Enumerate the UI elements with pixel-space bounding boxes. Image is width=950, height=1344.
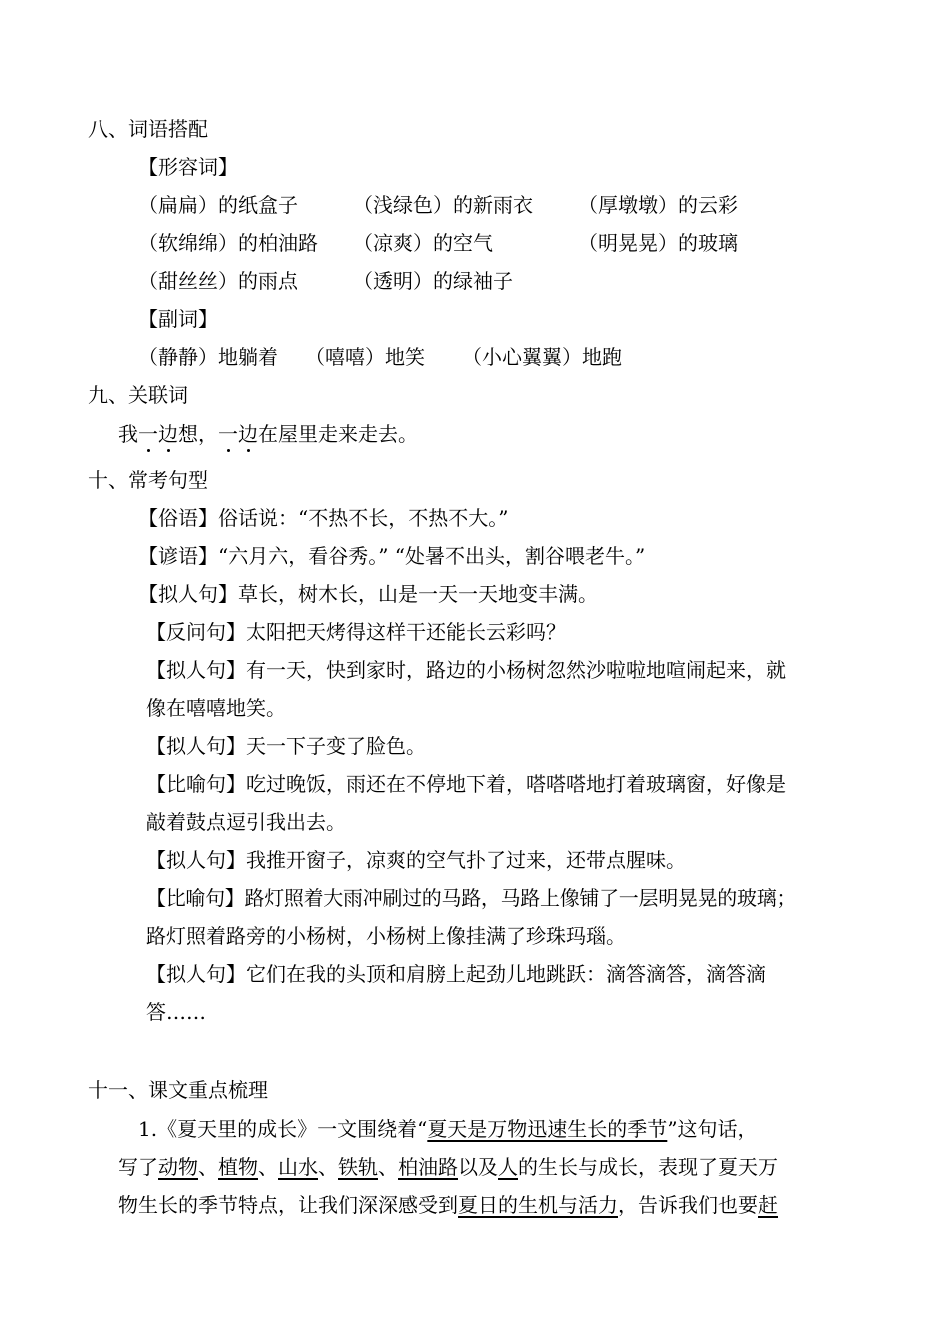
emphasized-conjunction: 一边	[138, 422, 178, 446]
sentence-line: 【拟人句】它们在我的头顶和肩膀上起劲儿地跳跃：滴答滴答，滴答滴	[146, 962, 766, 986]
key-phrase: 山水	[278, 1155, 318, 1179]
key-phrase: 夏日的生机与活力	[458, 1193, 618, 1217]
adj-phrase: （透明）的绿袖子	[353, 269, 513, 293]
section-8-title: 八、词语搭配	[88, 117, 208, 141]
sentence-part: 想，	[178, 422, 218, 446]
section-10-title: 十、常考句型	[88, 468, 208, 492]
sentence-line: 敲着鼓点逗引我出去。	[146, 810, 346, 834]
adverb-label: 【副词】	[138, 307, 218, 331]
adj-phrase: （扁扁）的纸盒子	[138, 193, 298, 217]
key-phrase: 铁轨	[338, 1155, 378, 1179]
sentence-line: 【比喻句】路灯照着大雨冲刷过的马路，马路上像铺了一层明晃晃的玻璃；	[146, 886, 797, 910]
sentence-part: 我	[118, 422, 138, 446]
sentence-line: 【比喻句】吃过晚饭，雨还在不停地下着，嗒嗒嗒地打着玻璃窗，好像是	[146, 772, 786, 796]
sentence-line: 路灯照着路旁的小杨树，小杨树上像挂满了珍珠玛瑙。	[146, 924, 626, 948]
sentence-line: 【拟人句】草长，树木长，山是一天一天地变丰满。	[138, 582, 598, 606]
section-11-title: 十一、课文重点梳理	[88, 1078, 268, 1102]
key-phrase: 人	[498, 1155, 518, 1179]
key-phrase: 夏天是万物迅速生长的季节	[427, 1117, 668, 1141]
adv-phrase: （小心翼翼）地跑	[462, 345, 622, 369]
summary-text: 、	[318, 1155, 338, 1179]
adj-phrase: （甜丝丝）的雨点	[138, 269, 298, 293]
sentence-line: 【拟人句】天一下子变了脸色。	[146, 734, 426, 758]
key-phrase: 动物	[158, 1155, 198, 1179]
sentence-part: 在屋里走来走去。	[258, 422, 418, 446]
summary-line	[118, 1191, 778, 1219]
summary-text: ，告诉我们也要	[618, 1193, 758, 1217]
summary-text: 以及	[458, 1155, 498, 1179]
summary-line	[118, 1153, 778, 1181]
summary-text: 、	[378, 1155, 398, 1179]
key-phrase: 柏油路	[398, 1155, 458, 1179]
adv-phrase: （静静）地躺着	[138, 345, 278, 369]
adj-phrase: （厚墩墩）的云彩	[578, 193, 738, 217]
summary-text: 1.《夏天里的成长》一文围绕着“	[138, 1117, 428, 1141]
sentence-line: 答……	[146, 1000, 206, 1024]
adjective-label: 【形容词】	[138, 155, 238, 179]
summary-text: 写了	[118, 1155, 158, 1179]
summary-text: 物生长的季节特点，让我们深深感受到	[118, 1193, 458, 1217]
summary-text: 的生长与成长，表现了夏天万	[518, 1155, 778, 1179]
adv-phrase: （嘻嘻）地笑	[305, 345, 425, 369]
sentence-line: 【拟人句】有一天，快到家时，路边的小杨树忽然沙啦啦地喧闹起来，就	[146, 658, 786, 682]
adj-phrase: （凉爽）的空气	[353, 231, 493, 255]
summary-text: ”这句话，	[667, 1117, 758, 1141]
sentence-line: 【拟人句】我推开窗子，凉爽的空气扑了过来，还带点腥味。	[146, 848, 686, 872]
sentence-line: 【反问句】太阳把天烤得这样干还能长云彩吗？	[146, 620, 566, 644]
conjunction-sentence	[118, 420, 418, 448]
emphasized-conjunction: 一边	[218, 422, 258, 446]
sentence-line: 【谚语】“六月六，看谷秀。” “处暑不出头，割谷喂老牛。”	[138, 544, 646, 568]
summary-line	[138, 1115, 758, 1143]
summary-text: 、	[198, 1155, 218, 1179]
adj-phrase: （软绵绵）的柏油路	[138, 231, 318, 255]
adj-phrase: （浅绿色）的新雨衣	[353, 193, 533, 217]
adj-phrase: （明晃晃）的玻璃	[578, 231, 738, 255]
sentence-line: 【俗语】俗话说：“不热不长，不热不大。”	[138, 506, 509, 530]
section-9-title: 九、关联词	[88, 383, 188, 407]
key-phrase: 植物	[218, 1155, 258, 1179]
key-phrase: 赶	[758, 1193, 778, 1217]
summary-text: 、	[258, 1155, 278, 1179]
sentence-line: 像在嘻嘻地笑。	[146, 696, 286, 720]
